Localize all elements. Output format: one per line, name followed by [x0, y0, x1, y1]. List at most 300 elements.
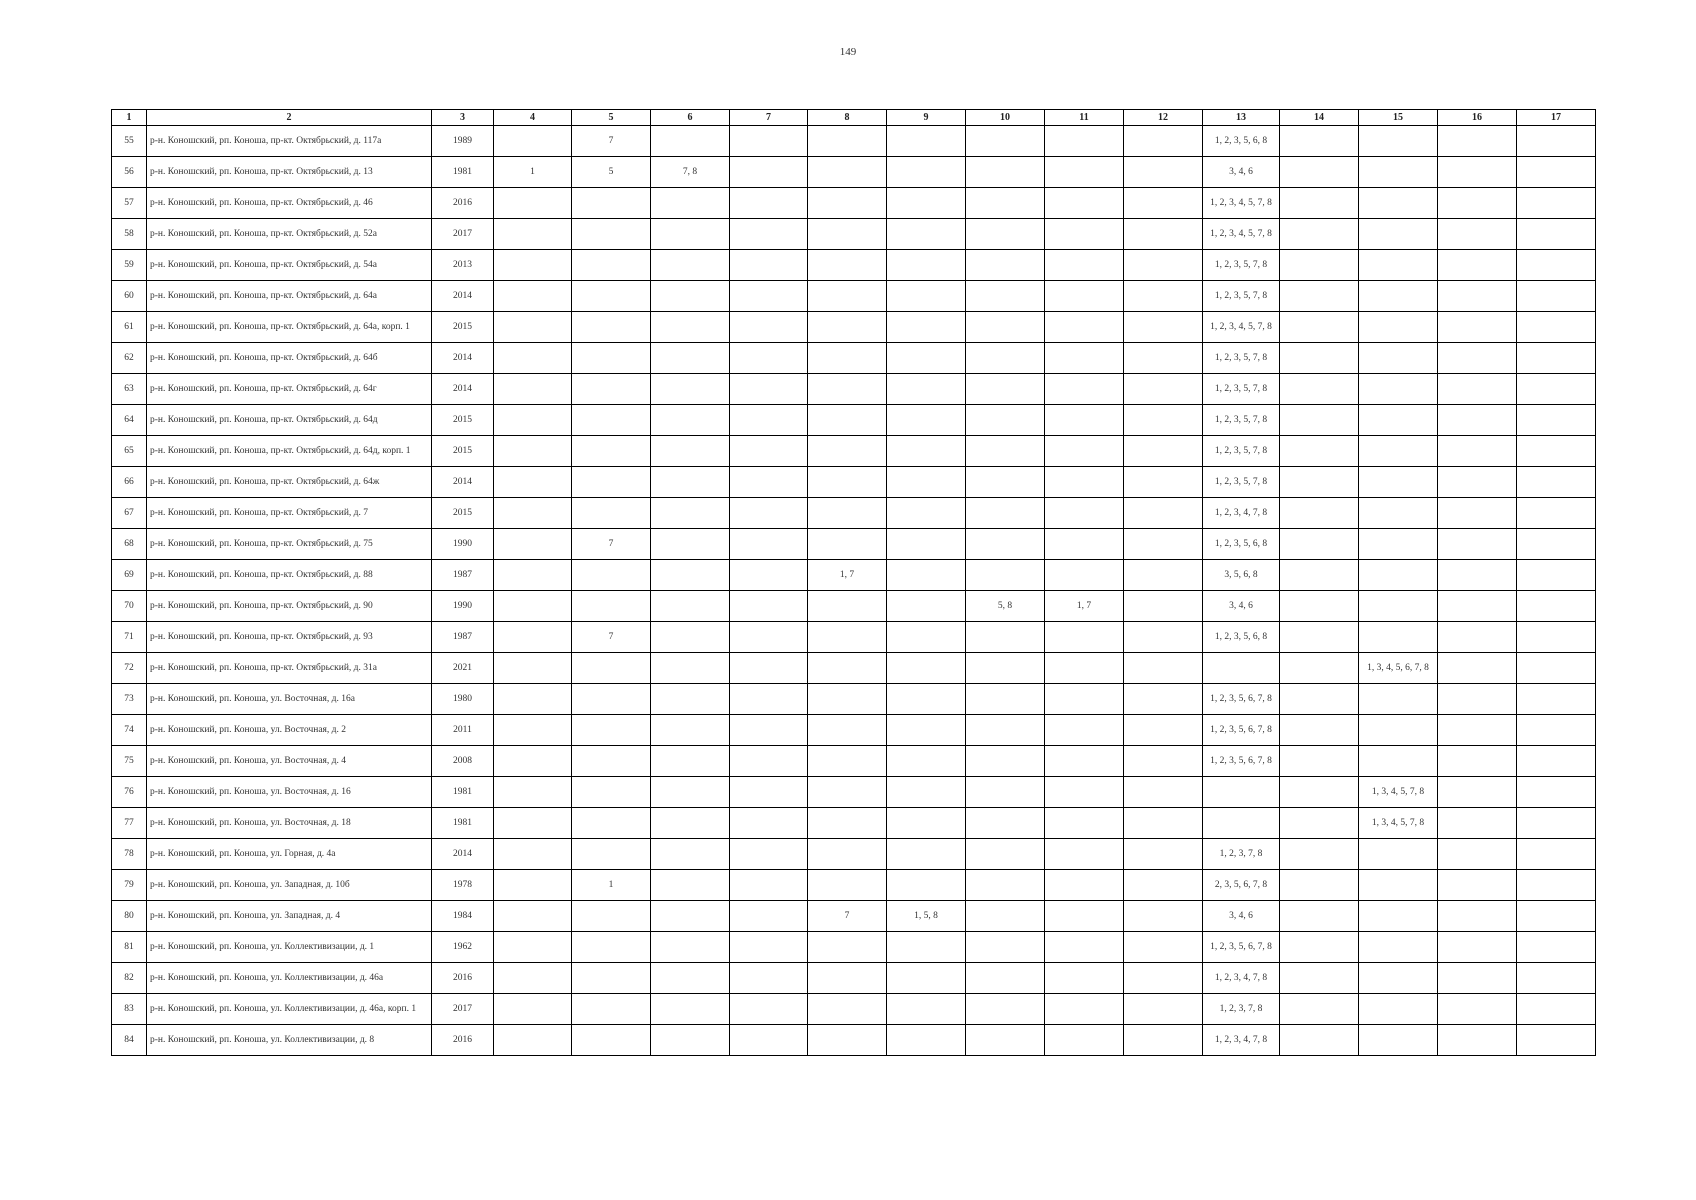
table-cell: 2014 [432, 343, 494, 374]
column-header: 3 [432, 110, 494, 126]
table-cell [494, 436, 572, 467]
table-cell [572, 901, 651, 932]
table-cell [1045, 281, 1124, 312]
address-cell: р-н. Коношский, рп. Коноша, пр-кт. Октябрьский, д. 64а, корп. 1 [147, 312, 432, 343]
table-cell: 2015 [432, 498, 494, 529]
table-cell [730, 622, 808, 653]
table-cell [651, 591, 730, 622]
table-cell [1438, 839, 1517, 870]
table-cell [966, 188, 1045, 219]
table-cell [572, 498, 651, 529]
table-cell: 1, 2, 3, 5, 6, 7, 8 [1203, 715, 1280, 746]
table-cell: 1, 2, 3, 5, 7, 8 [1203, 405, 1280, 436]
column-header: 12 [1124, 110, 1203, 126]
table-cell [808, 312, 887, 343]
table-cell [1280, 622, 1359, 653]
table-row [112, 870, 1596, 901]
address-cell: р-н. Коношский, рп. Коноша, пр-кт. Октябрьский, д. 64д [147, 405, 432, 436]
table-body [112, 126, 1596, 1056]
table-cell [1517, 715, 1596, 746]
table-cell [494, 467, 572, 498]
table-cell [966, 219, 1045, 250]
row-number-cell: 68 [112, 529, 147, 560]
table-cell [651, 219, 730, 250]
table-row [112, 126, 1596, 157]
table-cell: 1, 5, 8 [887, 901, 966, 932]
table-cell [494, 188, 572, 219]
table-cell [966, 250, 1045, 281]
table-cell [1517, 219, 1596, 250]
table-cell [572, 932, 651, 963]
table-cell [494, 1025, 572, 1056]
table-cell: 3, 4, 6 [1203, 591, 1280, 622]
table-cell [887, 219, 966, 250]
table-cell [730, 560, 808, 591]
table-cell [572, 188, 651, 219]
table-cell [808, 498, 887, 529]
table-cell [730, 591, 808, 622]
table-cell [808, 467, 887, 498]
table-cell [572, 684, 651, 715]
table-cell [808, 715, 887, 746]
table-cell [966, 963, 1045, 994]
table-cell [1124, 374, 1203, 405]
table-row [112, 560, 1596, 591]
table-cell [966, 808, 1045, 839]
row-number-cell: 69 [112, 560, 147, 591]
table-cell [808, 126, 887, 157]
table-row [112, 529, 1596, 560]
table-cell [572, 808, 651, 839]
table-cell: 2017 [432, 994, 494, 1025]
table-cell [1359, 715, 1438, 746]
table-cell [1359, 188, 1438, 219]
table-cell [651, 374, 730, 405]
table-cell [1203, 653, 1280, 684]
table-cell [1280, 281, 1359, 312]
table-cell [1359, 560, 1438, 591]
table-cell: 2014 [432, 281, 494, 312]
table-cell [966, 405, 1045, 436]
table-cell [1359, 622, 1438, 653]
column-header: 8 [808, 110, 887, 126]
table-cell [1280, 1025, 1359, 1056]
table-cell: 2014 [432, 467, 494, 498]
address-cell: р-н. Коношский, рп. Коноша, пр-кт. Октябрьский, д. 90 [147, 591, 432, 622]
table-row [112, 467, 1596, 498]
table-cell [887, 684, 966, 715]
table-row [112, 343, 1596, 374]
table-cell [1359, 1025, 1438, 1056]
table-cell [966, 684, 1045, 715]
table-cell [887, 777, 966, 808]
table-cell [808, 219, 887, 250]
table-cell: 1 [572, 870, 651, 901]
table-cell [651, 343, 730, 374]
table-cell: 1, 2, 3, 4, 5, 7, 8 [1203, 219, 1280, 250]
table-cell [1280, 312, 1359, 343]
row-number-cell: 62 [112, 343, 147, 374]
address-cell: р-н. Коношский, рп. Коноша, пр-кт. Октябрьский, д. 64ж [147, 467, 432, 498]
table-cell [730, 467, 808, 498]
address-cell: р-н. Коношский, рп. Коноша, пр-кт. Октябрьский, д. 75 [147, 529, 432, 560]
table-cell [887, 250, 966, 281]
table-cell [1124, 312, 1203, 343]
table-cell: 1, 2, 3, 7, 8 [1203, 839, 1280, 870]
table-cell [1280, 405, 1359, 436]
address-cell: р-н. Коношский, рп. Коноша, пр-кт. Октябрьский, д. 88 [147, 560, 432, 591]
table-cell [1359, 591, 1438, 622]
table-cell [808, 1025, 887, 1056]
table-cell [494, 901, 572, 932]
table-cell [966, 622, 1045, 653]
table-cell [808, 250, 887, 281]
table-cell [808, 374, 887, 405]
table-row [112, 188, 1596, 219]
table-cell: 3, 5, 6, 8 [1203, 560, 1280, 591]
table-row [112, 281, 1596, 312]
table-cell [651, 560, 730, 591]
table-cell: 1, 2, 3, 5, 6, 7, 8 [1203, 932, 1280, 963]
table-cell [651, 126, 730, 157]
table-cell: 1989 [432, 126, 494, 157]
table-row [112, 1025, 1596, 1056]
table-cell [494, 684, 572, 715]
table-cell: 1, 3, 4, 5, 6, 7, 8 [1359, 653, 1438, 684]
table-cell [966, 157, 1045, 188]
table-cell [1517, 405, 1596, 436]
table-cell [1438, 312, 1517, 343]
table-cell [808, 653, 887, 684]
table-cell [966, 436, 1045, 467]
table-cell [887, 436, 966, 467]
table-cell [966, 560, 1045, 591]
row-number-cell: 61 [112, 312, 147, 343]
table-cell [808, 963, 887, 994]
table-cell: 2015 [432, 405, 494, 436]
table-cell [1124, 808, 1203, 839]
table-cell [1280, 250, 1359, 281]
table-cell [651, 715, 730, 746]
table-cell [808, 157, 887, 188]
table-cell: 2013 [432, 250, 494, 281]
table-cell [887, 157, 966, 188]
table-cell [730, 777, 808, 808]
table-cell [1124, 684, 1203, 715]
table-cell [887, 839, 966, 870]
table-cell [1045, 498, 1124, 529]
table-cell [1280, 901, 1359, 932]
table-cell: 7, 8 [651, 157, 730, 188]
table-cell [1438, 622, 1517, 653]
table-cell [651, 1025, 730, 1056]
table-cell [730, 312, 808, 343]
table-cell [1124, 560, 1203, 591]
table-cell [730, 715, 808, 746]
table-cell [651, 250, 730, 281]
column-header: 2 [147, 110, 432, 126]
table-cell [966, 715, 1045, 746]
address-cell: р-н. Коношский, рп. Коноша, ул. Горная, д. 4а [147, 839, 432, 870]
table-cell [1280, 839, 1359, 870]
table-row [112, 715, 1596, 746]
table-cell [808, 684, 887, 715]
row-number-cell: 60 [112, 281, 147, 312]
column-header: 9 [887, 110, 966, 126]
address-cell: р-н. Коношский, рп. Коноша, ул. Коллективизации, д. 8 [147, 1025, 432, 1056]
table-cell [572, 343, 651, 374]
row-number-cell: 77 [112, 808, 147, 839]
table-row [112, 312, 1596, 343]
table-cell [730, 963, 808, 994]
table-cell [1124, 591, 1203, 622]
row-number-cell: 59 [112, 250, 147, 281]
table-row [112, 839, 1596, 870]
table-cell [1517, 622, 1596, 653]
table-cell [1438, 963, 1517, 994]
row-number-cell: 71 [112, 622, 147, 653]
table-cell [1438, 467, 1517, 498]
column-header: 10 [966, 110, 1045, 126]
table-cell [572, 560, 651, 591]
table-cell: 1984 [432, 901, 494, 932]
table-cell [1438, 777, 1517, 808]
table-cell [1280, 777, 1359, 808]
table-cell [1124, 343, 1203, 374]
table-cell: 2017 [432, 219, 494, 250]
table-cell [651, 808, 730, 839]
table-cell: 2008 [432, 746, 494, 777]
table-row [112, 963, 1596, 994]
column-header: 4 [494, 110, 572, 126]
address-cell: р-н. Коношский, рп. Коноша, ул. Коллективизации, д. 46а [147, 963, 432, 994]
table-cell [730, 281, 808, 312]
table-cell: 7 [572, 529, 651, 560]
table-cell [730, 405, 808, 436]
table-cell [1124, 467, 1203, 498]
table-cell [1280, 560, 1359, 591]
table-cell [572, 250, 651, 281]
table-cell [651, 653, 730, 684]
table-cell [494, 281, 572, 312]
table-cell [1438, 405, 1517, 436]
table-cell [651, 312, 730, 343]
table-cell [1280, 715, 1359, 746]
table-cell [1124, 436, 1203, 467]
table-cell [1438, 157, 1517, 188]
table-cell [1203, 808, 1280, 839]
table-cell [494, 219, 572, 250]
table-cell [730, 839, 808, 870]
table-cell [1517, 126, 1596, 157]
table-cell [1359, 250, 1438, 281]
column-header: 17 [1517, 110, 1596, 126]
table-cell [1359, 498, 1438, 529]
table-cell [730, 498, 808, 529]
table-cell [1045, 777, 1124, 808]
table-cell [1124, 529, 1203, 560]
table-cell: 2015 [432, 436, 494, 467]
table-cell [887, 126, 966, 157]
table-cell [1517, 250, 1596, 281]
table-cell [1359, 932, 1438, 963]
table-cell [1045, 436, 1124, 467]
table-cell [572, 715, 651, 746]
table-cell [1438, 684, 1517, 715]
table-cell [887, 622, 966, 653]
address-cell: р-н. Коношский, рп. Коноша, ул. Коллективизации, д. 46а, корп. 1 [147, 994, 432, 1025]
table-cell [1517, 591, 1596, 622]
table-cell [887, 715, 966, 746]
table-cell [887, 374, 966, 405]
table-cell [1124, 901, 1203, 932]
table-cell [1280, 157, 1359, 188]
table-cell [1045, 529, 1124, 560]
address-cell: р-н. Коношский, рп. Коноша, ул. Восточная, д. 16 [147, 777, 432, 808]
table-cell: 1, 7 [1045, 591, 1124, 622]
table-cell [1124, 932, 1203, 963]
table-cell [887, 343, 966, 374]
table-cell: 1962 [432, 932, 494, 963]
table-cell [966, 839, 1045, 870]
table-cell [730, 126, 808, 157]
table-cell [1124, 188, 1203, 219]
table-cell [651, 839, 730, 870]
row-number-cell: 78 [112, 839, 147, 870]
table-cell [1045, 839, 1124, 870]
table-cell [572, 405, 651, 436]
table-cell [1517, 188, 1596, 219]
table-cell [1517, 963, 1596, 994]
table-cell [1045, 343, 1124, 374]
table-cell [1203, 777, 1280, 808]
table-cell [651, 994, 730, 1025]
table-cell [887, 808, 966, 839]
table-cell [1045, 622, 1124, 653]
table-row [112, 622, 1596, 653]
table-row [112, 684, 1596, 715]
address-cell: р-н. Коношский, рп. Коноша, пр-кт. Октябрьский, д. 54а [147, 250, 432, 281]
table-cell [572, 591, 651, 622]
row-number-cell: 56 [112, 157, 147, 188]
table-cell [1280, 870, 1359, 901]
address-cell: р-н. Коношский, рп. Коноша, ул. Восточная, д. 18 [147, 808, 432, 839]
table-cell [730, 684, 808, 715]
table-cell [808, 188, 887, 219]
table-cell [1124, 405, 1203, 436]
row-number-cell: 67 [112, 498, 147, 529]
table-cell [1438, 498, 1517, 529]
table-cell [808, 591, 887, 622]
table-cell: 1981 [432, 157, 494, 188]
table-cell [887, 994, 966, 1025]
table-cell [1517, 281, 1596, 312]
table-cell [572, 1025, 651, 1056]
table-cell: 1981 [432, 808, 494, 839]
address-cell: р-н. Коношский, рп. Коноша, ул. Коллективизации, д. 1 [147, 932, 432, 963]
table-cell: 1, 2, 3, 5, 6, 7, 8 [1203, 746, 1280, 777]
column-header: 15 [1359, 110, 1438, 126]
table-cell [1045, 188, 1124, 219]
row-number-cell: 63 [112, 374, 147, 405]
table-cell [1438, 374, 1517, 405]
table-cell [1517, 994, 1596, 1025]
table-cell [1045, 684, 1124, 715]
table-cell [730, 436, 808, 467]
table-cell [1124, 777, 1203, 808]
table-cell [1517, 560, 1596, 591]
table-cell [1280, 963, 1359, 994]
address-cell: р-н. Коношский, рп. Коноша, ул. Восточная, д. 2 [147, 715, 432, 746]
table-cell [651, 281, 730, 312]
table-cell: 3, 4, 6 [1203, 157, 1280, 188]
table-row [112, 777, 1596, 808]
table-cell [572, 653, 651, 684]
table-cell [1517, 467, 1596, 498]
table-cell [887, 281, 966, 312]
table-cell [1359, 374, 1438, 405]
table-cell [494, 653, 572, 684]
row-number-cell: 58 [112, 219, 147, 250]
table-cell: 1, 7 [808, 560, 887, 591]
table-row [112, 901, 1596, 932]
table-cell [1280, 467, 1359, 498]
table-cell [651, 746, 730, 777]
table-cell [1517, 312, 1596, 343]
table-cell [1045, 219, 1124, 250]
table-cell [966, 374, 1045, 405]
table-cell [1517, 901, 1596, 932]
table-cell [1438, 560, 1517, 591]
table-cell [572, 839, 651, 870]
address-cell: р-н. Коношский, рп. Коноша, ул. Западная, д. 10б [147, 870, 432, 901]
table-cell [572, 312, 651, 343]
table-cell: 1, 2, 3, 4, 7, 8 [1203, 498, 1280, 529]
table-cell [1045, 560, 1124, 591]
table-cell [730, 529, 808, 560]
address-cell: р-н. Коношский, рп. Коноша, пр-кт. Октябрьский, д. 64г [147, 374, 432, 405]
table-cell [1359, 746, 1438, 777]
table-row [112, 405, 1596, 436]
table-cell [1280, 746, 1359, 777]
table-cell [1124, 870, 1203, 901]
table-cell [651, 498, 730, 529]
table-cell [651, 684, 730, 715]
table-cell [1517, 839, 1596, 870]
table-cell [572, 219, 651, 250]
table-cell [966, 994, 1045, 1025]
table-cell [730, 374, 808, 405]
table-cell: 5 [572, 157, 651, 188]
table-cell [1124, 281, 1203, 312]
table-cell: 2014 [432, 839, 494, 870]
table-cell [887, 188, 966, 219]
table-cell [1359, 684, 1438, 715]
table-cell: 2014 [432, 374, 494, 405]
row-number-cell: 81 [112, 932, 147, 963]
row-number-cell: 65 [112, 436, 147, 467]
table-cell [494, 591, 572, 622]
table-cell [651, 467, 730, 498]
table-cell: 2016 [432, 963, 494, 994]
table-cell [1438, 436, 1517, 467]
table-cell [651, 188, 730, 219]
row-number-cell: 79 [112, 870, 147, 901]
table-cell [1280, 529, 1359, 560]
table-cell [494, 746, 572, 777]
table-cell [1438, 343, 1517, 374]
table-cell [651, 777, 730, 808]
